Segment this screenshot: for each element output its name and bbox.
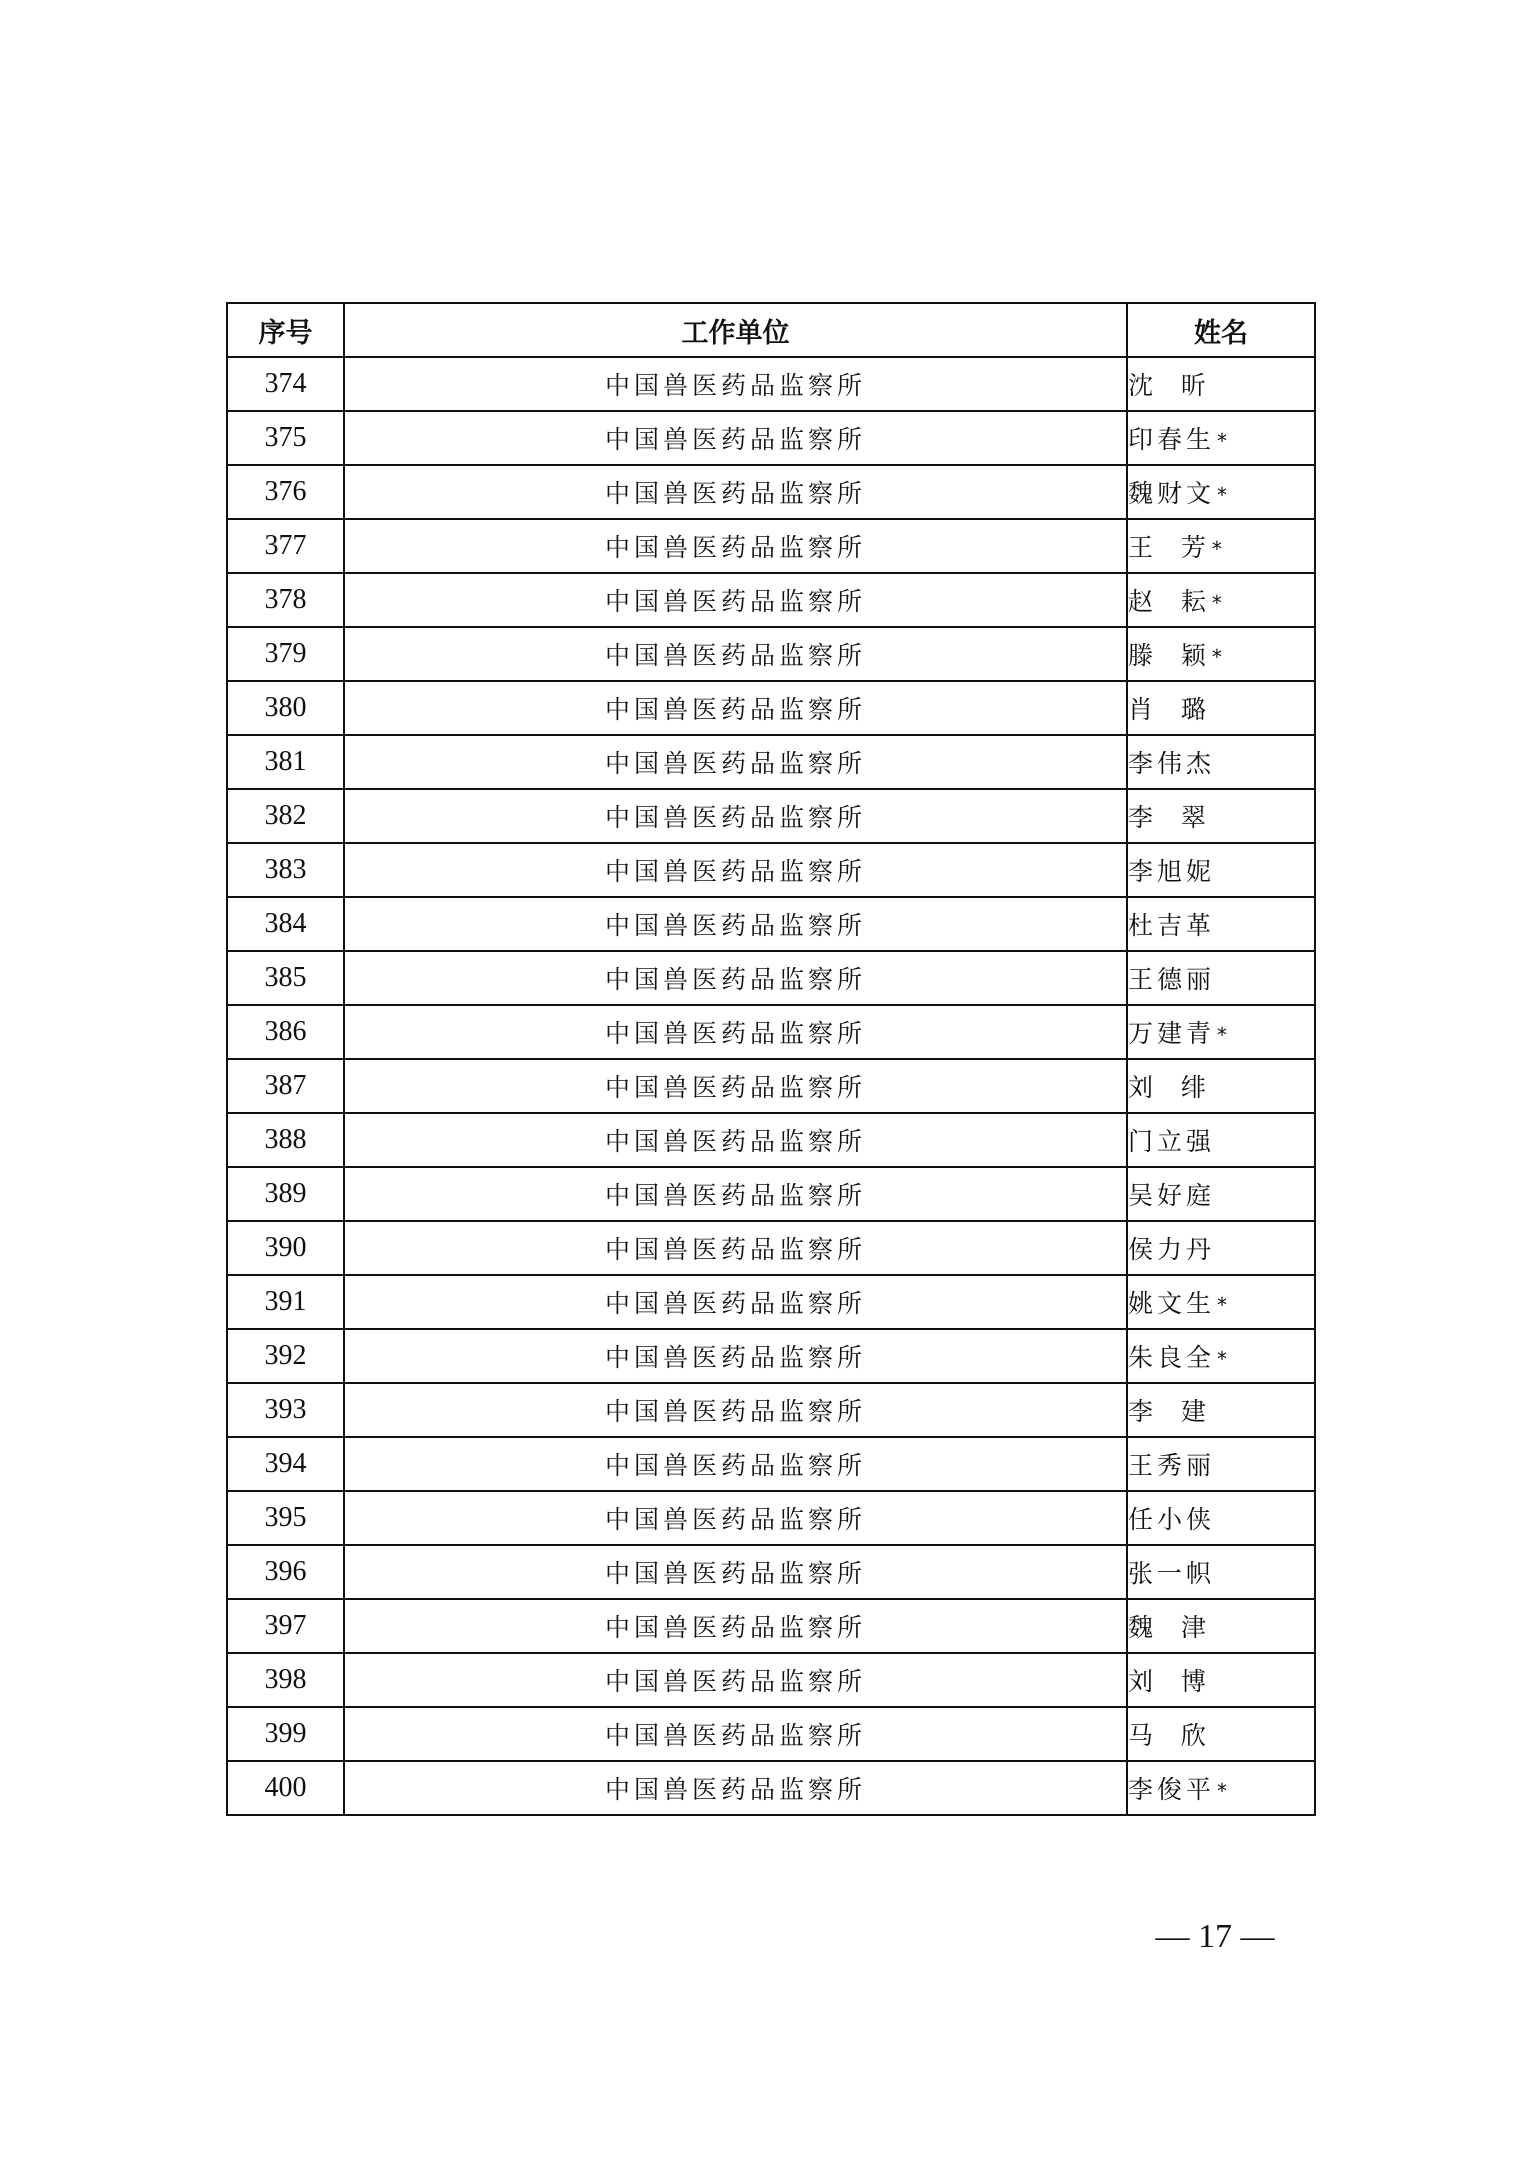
cell-seq: 374 [227, 357, 344, 411]
cell-seq: 379 [227, 627, 344, 681]
header-name: 姓名 [1127, 303, 1315, 357]
cell-name [1127, 1329, 1315, 1383]
asterisk-mark: * [1217, 1293, 1228, 1317]
cell-seq: 400 [227, 1761, 344, 1815]
header-unit: 工作单位 [344, 303, 1127, 357]
cell-name [1127, 951, 1315, 1005]
cell-name [1127, 627, 1315, 681]
person-name: 魏财文 [1128, 479, 1216, 508]
cell-name [1127, 1005, 1315, 1059]
table-row [227, 1437, 1315, 1491]
person-name: 万建青 [1128, 1019, 1216, 1048]
cell-name [1127, 1167, 1315, 1221]
cell-seq: 395 [227, 1491, 344, 1545]
cell-seq: 376 [227, 465, 344, 519]
cell-seq: 399 [227, 1707, 344, 1761]
cell-name [1127, 1437, 1315, 1491]
cell-seq: 377 [227, 519, 344, 573]
cell-seq: 398 [227, 1653, 344, 1707]
table-row [227, 1275, 1315, 1329]
cell-unit: 中国兽医药品监察所 [344, 357, 1127, 411]
roster-table [226, 302, 1316, 1816]
cell-unit: 中国兽医药品监察所 [344, 1437, 1127, 1491]
cell-seq: 389 [227, 1167, 344, 1221]
asterisk-mark: * [1211, 591, 1222, 615]
cell-name [1127, 681, 1315, 735]
cell-unit: 中国兽医药品监察所 [344, 1275, 1127, 1329]
cell-name [1127, 357, 1315, 411]
cell-seq: 387 [227, 1059, 344, 1113]
cell-name [1127, 1491, 1315, 1545]
person-name: 王秀丽 [1128, 1451, 1216, 1480]
table-row [227, 1005, 1315, 1059]
person-name: 刘 博 [1128, 1667, 1210, 1696]
cell-name [1127, 1599, 1315, 1653]
person-name: 印春生 [1128, 425, 1216, 454]
table-row [227, 843, 1315, 897]
person-name: 吴好庭 [1128, 1181, 1216, 1210]
person-name: 李 翠 [1128, 803, 1210, 832]
cell-unit: 中国兽医药品监察所 [344, 897, 1127, 951]
table-row [227, 897, 1315, 951]
cell-name [1127, 1653, 1315, 1707]
cell-unit: 中国兽医药品监察所 [344, 735, 1127, 789]
person-name: 门立强 [1128, 1127, 1216, 1156]
table-row [227, 1491, 1315, 1545]
person-name: 张一帜 [1128, 1559, 1216, 1588]
table-row [227, 1383, 1315, 1437]
table-row [227, 789, 1315, 843]
person-name: 任小侠 [1128, 1505, 1216, 1534]
person-name: 杜吉革 [1128, 911, 1216, 940]
cell-seq: 388 [227, 1113, 344, 1167]
cell-name [1127, 573, 1315, 627]
cell-seq: 394 [227, 1437, 344, 1491]
table-row [227, 1761, 1315, 1815]
cell-seq: 380 [227, 681, 344, 735]
asterisk-mark: * [1217, 1779, 1228, 1803]
cell-unit: 中国兽医药品监察所 [344, 1329, 1127, 1383]
cell-name [1127, 1761, 1315, 1815]
table-row [227, 1221, 1315, 1275]
cell-name [1127, 465, 1315, 519]
cell-seq: 386 [227, 1005, 344, 1059]
cell-unit: 中国兽医药品监察所 [344, 1707, 1127, 1761]
cell-unit: 中国兽医药品监察所 [344, 1005, 1127, 1059]
person-name: 滕 颖 [1128, 641, 1210, 670]
table-row [227, 1329, 1315, 1383]
cell-seq: 392 [227, 1329, 344, 1383]
person-name: 王德丽 [1128, 965, 1216, 994]
table-row [227, 519, 1315, 573]
cell-name [1127, 1059, 1315, 1113]
header-seq: 序号 [227, 303, 344, 357]
cell-unit: 中国兽医药品监察所 [344, 465, 1127, 519]
cell-unit: 中国兽医药品监察所 [344, 951, 1127, 1005]
cell-name [1127, 411, 1315, 465]
person-name: 侯力丹 [1128, 1235, 1216, 1264]
person-name: 刘 绯 [1128, 1073, 1210, 1102]
table-row [227, 411, 1315, 465]
cell-seq: 390 [227, 1221, 344, 1275]
cell-unit: 中国兽医药品监察所 [344, 789, 1127, 843]
cell-seq: 385 [227, 951, 344, 1005]
cell-unit: 中国兽医药品监察所 [344, 1653, 1127, 1707]
asterisk-mark: * [1211, 645, 1222, 669]
cell-unit: 中国兽医药品监察所 [344, 411, 1127, 465]
cell-unit: 中国兽医药品监察所 [344, 843, 1127, 897]
table-row [227, 681, 1315, 735]
cell-seq: 396 [227, 1545, 344, 1599]
person-name: 李俊平 [1128, 1775, 1216, 1804]
table-row [227, 1653, 1315, 1707]
person-name: 沈 昕 [1128, 371, 1210, 400]
person-name: 李 建 [1128, 1397, 1210, 1426]
cell-unit: 中国兽医药品监察所 [344, 627, 1127, 681]
cell-unit: 中国兽医药品监察所 [344, 1221, 1127, 1275]
table-header-row [227, 303, 1315, 357]
asterisk-mark: * [1217, 1023, 1228, 1047]
cell-name [1127, 789, 1315, 843]
cell-seq: 393 [227, 1383, 344, 1437]
cell-unit: 中国兽医药品监察所 [344, 1059, 1127, 1113]
cell-seq: 383 [227, 843, 344, 897]
table-row [227, 1707, 1315, 1761]
asterisk-mark: * [1211, 537, 1222, 561]
cell-name [1127, 843, 1315, 897]
person-name: 赵 耘 [1128, 587, 1210, 616]
table-row [227, 1599, 1315, 1653]
table-row [227, 573, 1315, 627]
cell-name [1127, 735, 1315, 789]
cell-name [1127, 1383, 1315, 1437]
cell-seq: 382 [227, 789, 344, 843]
table-row [227, 627, 1315, 681]
person-name: 李旭妮 [1128, 857, 1216, 886]
cell-seq: 378 [227, 573, 344, 627]
cell-name [1127, 1545, 1315, 1599]
table-row [227, 1113, 1315, 1167]
table-body [227, 357, 1315, 1815]
person-name: 魏 津 [1128, 1613, 1210, 1642]
table-row [227, 735, 1315, 789]
cell-seq: 397 [227, 1599, 344, 1653]
cell-name [1127, 1707, 1315, 1761]
table-row [227, 1167, 1315, 1221]
cell-name [1127, 1275, 1315, 1329]
cell-name [1127, 1113, 1315, 1167]
person-name: 马 欣 [1128, 1721, 1210, 1750]
cell-seq: 384 [227, 897, 344, 951]
cell-unit: 中国兽医药品监察所 [344, 1599, 1127, 1653]
cell-name [1127, 519, 1315, 573]
person-name: 王 芳 [1128, 533, 1210, 562]
table-row [227, 465, 1315, 519]
cell-unit: 中国兽医药品监察所 [344, 1761, 1127, 1815]
cell-unit: 中国兽医药品监察所 [344, 1383, 1127, 1437]
cell-name [1127, 897, 1315, 951]
cell-unit: 中国兽医药品监察所 [344, 1545, 1127, 1599]
table-row [227, 1545, 1315, 1599]
cell-unit: 中国兽医药品监察所 [344, 1491, 1127, 1545]
asterisk-mark: * [1217, 429, 1228, 453]
cell-unit: 中国兽医药品监察所 [344, 1167, 1127, 1221]
cell-unit: 中国兽医药品监察所 [344, 573, 1127, 627]
cell-unit: 中国兽医药品监察所 [344, 681, 1127, 735]
cell-name [1127, 1221, 1315, 1275]
cell-seq: 391 [227, 1275, 344, 1329]
table-row [227, 1059, 1315, 1113]
table-row [227, 951, 1315, 1005]
cell-unit: 中国兽医药品监察所 [344, 519, 1127, 573]
asterisk-mark: * [1217, 483, 1228, 507]
person-name: 肖 璐 [1128, 695, 1210, 724]
table-row [227, 357, 1315, 411]
cell-seq: 381 [227, 735, 344, 789]
page-number: — 17 — [1155, 1918, 1275, 1955]
cell-unit: 中国兽医药品监察所 [344, 1113, 1127, 1167]
asterisk-mark: * [1217, 1347, 1228, 1371]
person-name: 李伟杰 [1128, 749, 1216, 778]
person-name: 姚文生 [1128, 1289, 1216, 1318]
person-name: 朱良全 [1128, 1343, 1216, 1372]
cell-seq: 375 [227, 411, 344, 465]
